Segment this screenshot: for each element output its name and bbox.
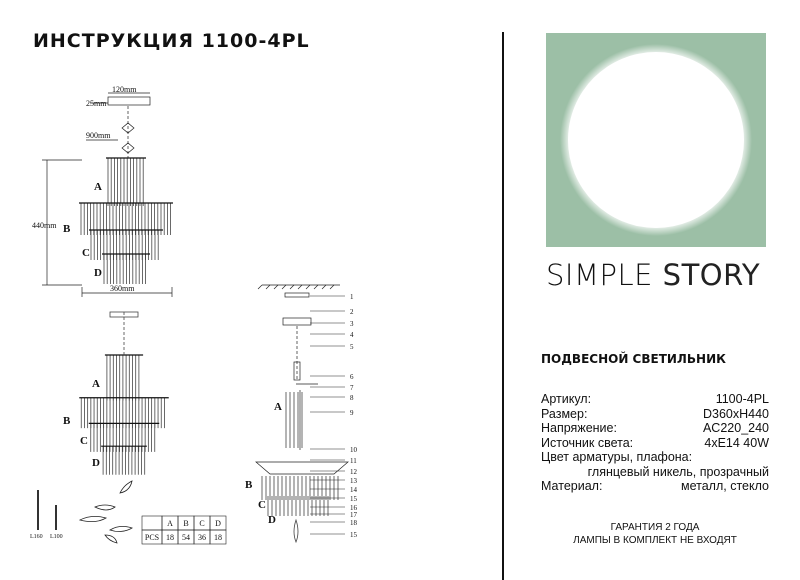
spec-row-article (541, 392, 769, 407)
pcs-table (142, 516, 226, 544)
canopy (108, 97, 150, 105)
tier-label-c: C (82, 247, 90, 259)
brand-name-light: STORY (662, 258, 761, 292)
part-number: 9 (350, 409, 354, 417)
spec-row-material (541, 479, 769, 494)
dim-canopy: 25mm (86, 99, 107, 108)
part-number: 2 (350, 308, 354, 316)
pcs-cell-text: 54 (182, 533, 190, 542)
spec-label: Артикул: (541, 392, 592, 406)
spec-label: Напряжение: (541, 421, 617, 435)
part-number: 13 (350, 477, 357, 485)
pcs-cell-text: PCS (144, 533, 160, 542)
dim-chain: 900mm (86, 131, 111, 140)
spec-value: 4xE14 40W (704, 435, 769, 450)
tier-label-a3: A (274, 401, 282, 413)
page-title: ИНСТРУКЦИЯ 1100-4PL (33, 30, 310, 52)
footer-notes (541, 521, 769, 547)
brand-logo (546, 33, 766, 247)
lamps-note: ЛАМПЫ В КОМПЛЕКТ НЕ ВХОДЯТ (573, 535, 737, 546)
dim-height: 440mm (32, 221, 57, 230)
part-number: 3 (350, 320, 354, 328)
pcs-cell-text: 18 (214, 533, 222, 542)
bulb-icons (80, 481, 132, 543)
spec-label: Источник света: (541, 435, 634, 450)
tier-label-b: B (63, 223, 71, 235)
tier-label-d: D (94, 267, 102, 279)
tier-label-a2: A (92, 378, 100, 390)
tier-label-a: A (94, 181, 102, 193)
part-number: 7 (350, 384, 354, 392)
part-number: 11 (350, 457, 357, 465)
dim-top-width: 120mm (112, 85, 137, 94)
rod-label-short: L100 (50, 534, 63, 540)
pcs-cell-text: 36 (198, 533, 206, 542)
tier-label-b2: B (63, 415, 71, 427)
pcs-cell-text: C (199, 519, 205, 528)
part-number: 5 (350, 343, 354, 351)
spec-label: Материал: (541, 479, 603, 493)
pcs-cell (142, 516, 162, 530)
spec-row-source (541, 436, 769, 451)
tier-label-b3: B (245, 479, 253, 491)
part-number: 8 (350, 394, 354, 402)
spec-value: AC220_240 (702, 421, 769, 435)
spec-value: 1100-4PL (715, 392, 769, 406)
logo-circle (546, 33, 766, 247)
spec-row-size (541, 407, 769, 422)
pcs-cell-text: D (215, 519, 221, 528)
chandelier-top-view (79, 158, 173, 284)
part-number: 14 (350, 486, 357, 494)
guarantee-note: ГАРАНТИЯ 2 ГОДА (610, 522, 700, 533)
spec-label: Размер: (541, 406, 588, 421)
tier-label-d3: D (268, 514, 276, 526)
spec-value: металл, стекло (681, 479, 769, 493)
part-number: 18 (350, 519, 357, 527)
spec-value: D360xH440 (702, 406, 769, 421)
tier-label-d2: D (92, 457, 100, 469)
part-number: 15 (350, 495, 357, 503)
chandelier-lower-view (79, 312, 169, 475)
pcs-cell-text: A (167, 519, 173, 528)
tier-label-c2: C (80, 435, 88, 447)
part-number: 16 (350, 504, 357, 512)
brand-name (546, 258, 760, 292)
spec-value-color: глянцевый никель, прозрачный (587, 464, 769, 479)
part-number: 10 (350, 446, 357, 454)
spec-row-voltage (541, 421, 769, 436)
product-type: ПОДВЕСНОЙ СВЕТИЛЬНИК (541, 352, 726, 366)
spec-row-color (541, 450, 769, 465)
spec-list (541, 392, 769, 494)
vertical-divider (502, 32, 504, 580)
part-number: 6 (350, 373, 354, 381)
part-number: 4 (350, 331, 354, 339)
rod-label-long: L160 (30, 534, 43, 540)
dim-diameter: 360mm (110, 284, 135, 293)
part-number: 1 (350, 293, 354, 301)
pcs-cell-text: B (183, 519, 189, 528)
pcs-cell-text: 18 (166, 533, 174, 542)
tier-label-c3: C (258, 499, 266, 511)
part-number: 15 (350, 531, 357, 539)
spec-label: Цвет арматуры, плафона: (541, 450, 693, 464)
brand-name-bold: SIMPLE (546, 258, 653, 292)
part-number: 17 (350, 511, 357, 519)
part-number: 12 (350, 468, 357, 476)
